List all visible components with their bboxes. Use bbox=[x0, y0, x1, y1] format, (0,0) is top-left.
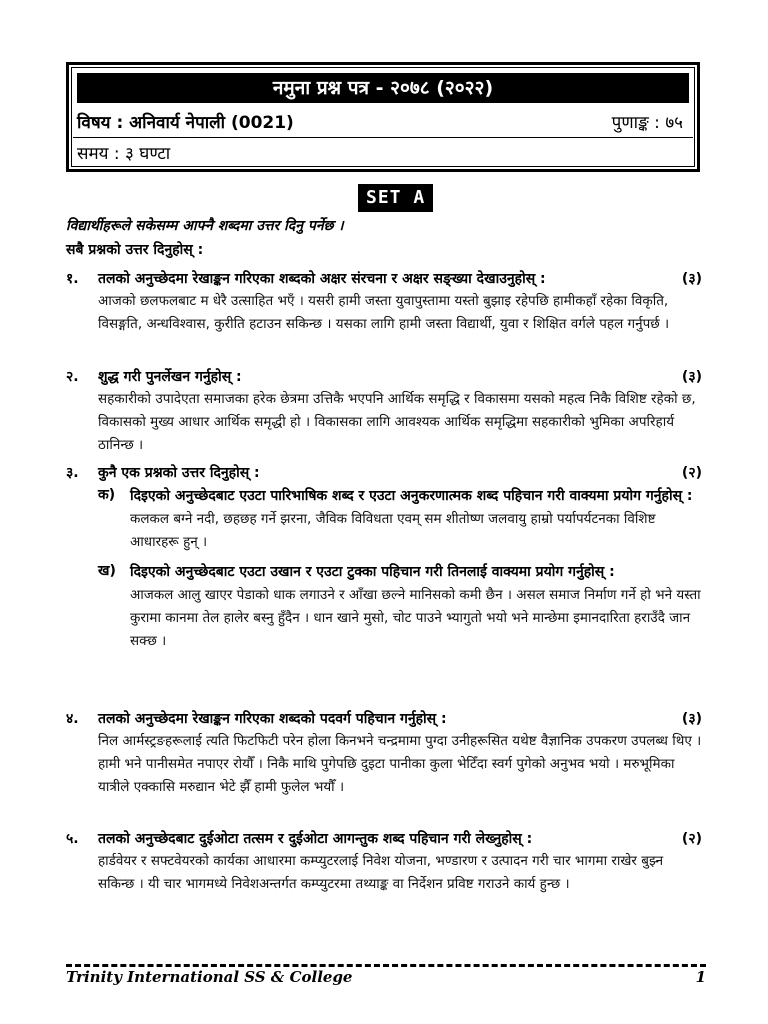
question-number: १. bbox=[66, 271, 79, 287]
sub-question-number: ख) bbox=[98, 563, 116, 579]
question-1 bbox=[66, 268, 702, 336]
sub-question-text: दिइएको अनुच्छेदबाट एउटा पारिभाषिक शब्द र एउटा अनुकरणात्मक शब्द पहिचान गरी वाक्यमा प्रयोग गर्नुहोस् : bbox=[130, 488, 693, 504]
question-number: ४. bbox=[66, 711, 79, 727]
set-badge: SET A bbox=[358, 184, 433, 212]
question-text: तलको अनुच्छेदमा रेखाङ्कन गरिएका शब्दको अक्षर संरचना र अक्षर सङ्ख्या देखाउनुहोस् : bbox=[98, 271, 546, 287]
page-number: 1 bbox=[695, 968, 706, 986]
question-4 bbox=[66, 708, 702, 799]
time-line: समय : ३ घण्टा bbox=[77, 144, 171, 164]
question-header bbox=[66, 462, 702, 484]
question-text: शुद्ध गरी पुनर्लेखन गर्नुहोस् : bbox=[98, 369, 242, 385]
footer-school: Trinity International SS & College bbox=[66, 968, 353, 986]
question-5 bbox=[66, 828, 702, 896]
divider bbox=[73, 137, 693, 138]
question-text: तलको अनुच्छेदबाट दुईओटा तत्सम र दुईओटा आगन्तुक शब्द पहिचान गरी लेख्नुहोस् : bbox=[98, 831, 533, 847]
question-3 bbox=[66, 462, 702, 653]
sub-question-text: दिइएको अनुच्छेदबाट एउटा उखान र एउटा टुक्का पहिचान गरी तिनलाई वाक्यमा प्रयोग गर्नुहोस् : bbox=[130, 564, 615, 580]
question-number: ५. bbox=[66, 831, 79, 847]
sub-question-kha bbox=[98, 560, 702, 653]
question-header bbox=[66, 268, 702, 290]
question-header bbox=[66, 708, 702, 730]
question-number: ३. bbox=[66, 465, 79, 481]
full-marks: पुणाङ्क : ७५ bbox=[611, 113, 683, 133]
question-number: २. bbox=[66, 369, 79, 385]
subject-line bbox=[77, 112, 294, 134]
instruction-line-2: सबै प्रश्नको उत्तर दिनुहोस् : bbox=[66, 242, 204, 258]
question-passage: आजको छलफलबाट म धेरै उत्साहित भएँ । यसरी हामी जस्ता युवापुस्तामा यस्तो बुझाइ रहेपछि हामीकहाँ रहेका विकृति, विसङ्गति, अन्धविश्वास, कुरीति हटाउन सकिन्छ । यसका लागि हामी जस्ता विद्यार्थी, युवा र शिक्षित वर्गले पहल गर्नुपर्छ । bbox=[98, 293, 670, 332]
question-text: कुनै एक प्रश्नको उत्तर दिनुहोस् : bbox=[98, 465, 260, 481]
sub-question-passage: आजकल आलु खाएर पेडाको धाक लगाउने र आँखा छल्ने मानिसको कमी छैन । असल समाज निर्माण गर्ने हो भने यस्ता कुरामा कानमा तेल हालेर बस्नु हुँदैन । धान खाने मुसो, चोट पाउने भ्यागुतो भयो भने मान्छेमा इमानदारिता हराउँदै जान सक्छ । bbox=[130, 587, 701, 649]
question-marks: (३) bbox=[681, 271, 702, 287]
sub-question-number: क) bbox=[98, 487, 116, 503]
sub-question-passage: कलकल बग्ने नदी, छहछह गर्ने झरना, जैविक विविधता एवम् सम शीतोष्ण जलवायु हाम्रो पर्यापर्यटनका विशिष्ट आधारहरू हुन् । bbox=[130, 511, 656, 550]
question-marks: (२) bbox=[681, 831, 702, 847]
question-marks: (३) bbox=[681, 711, 702, 727]
question-2 bbox=[66, 366, 702, 457]
question-header bbox=[66, 828, 702, 850]
question-header bbox=[66, 366, 702, 388]
question-marks: (३) bbox=[681, 369, 702, 385]
paper-title: नमुना प्रश्न पत्र - २०७८ (२०२२) bbox=[77, 73, 689, 103]
footer-divider bbox=[66, 964, 706, 967]
question-marks: (२) bbox=[681, 465, 702, 481]
header-box bbox=[66, 62, 700, 172]
instruction-line-1: विद्यार्थीहरूले सकेसम्म आफ्नै शब्दमा उत्तर दिनु पर्नेछ । bbox=[66, 218, 344, 234]
subject-label: विषय : अनिवार्य नेपाली (0021) bbox=[77, 113, 294, 133]
question-passage: हार्डवेयर र सफ्टवेयरको कार्यका आधारमा कम्प्युटरलाई निवेश योजना, भण्डारण र उत्पादन गरी चार भागमा राखेर बुझ्न सकिन्छ । यी चार भागमध्ये निवेशअन्तर्गत कम्प्युटरमा तथ्याङ्क वा निर्देशन प्रविष्ट गराउने कार्य हुन्छ । bbox=[98, 853, 664, 892]
question-passage: सहकारीको उपादेएता समाजका हरेक छेत्रमा उत्तिकै भएपनि आर्थिक समृद्धि र विकासमा यसको महत्व निकै विशिष्ट रहेको छ, विकासको मुख्य आधार आर्थिक समृद्धी हो । विकासका लागि आवश्यक आर्थिक समृद्धिमा सहकारीको भुमिका अपरिहार्य ठानिन्छ । bbox=[98, 391, 696, 453]
question-passage: निल आर्मस्ट्रङहरूलाई त्यति फिटफिटी परेन होला किनभने चन्द्रमामा पुग्दा उनीहरूसित यथेष्ट वैज्ञानिक उपकरण उपलब्ध थिए । हामी भने पानीसमेत नपाएर रोयौँ । निकै माथि पुगेपछि दुइटा पानीका कुला भेटिँदा स्वर्ग पुगेको अनुभव भयो । मरुभूमिका यात्रीले एक्कासि मरुद्यान भेटे झैँ हामी फुलेल भयौँ । bbox=[98, 733, 702, 795]
sub-question-ka bbox=[98, 484, 702, 554]
question-text: तलको अनुच्छेदमा रेखाङ्कन गरिएका शब्दको पदवर्ग पहिचान गर्नुहोस् : bbox=[98, 711, 447, 727]
